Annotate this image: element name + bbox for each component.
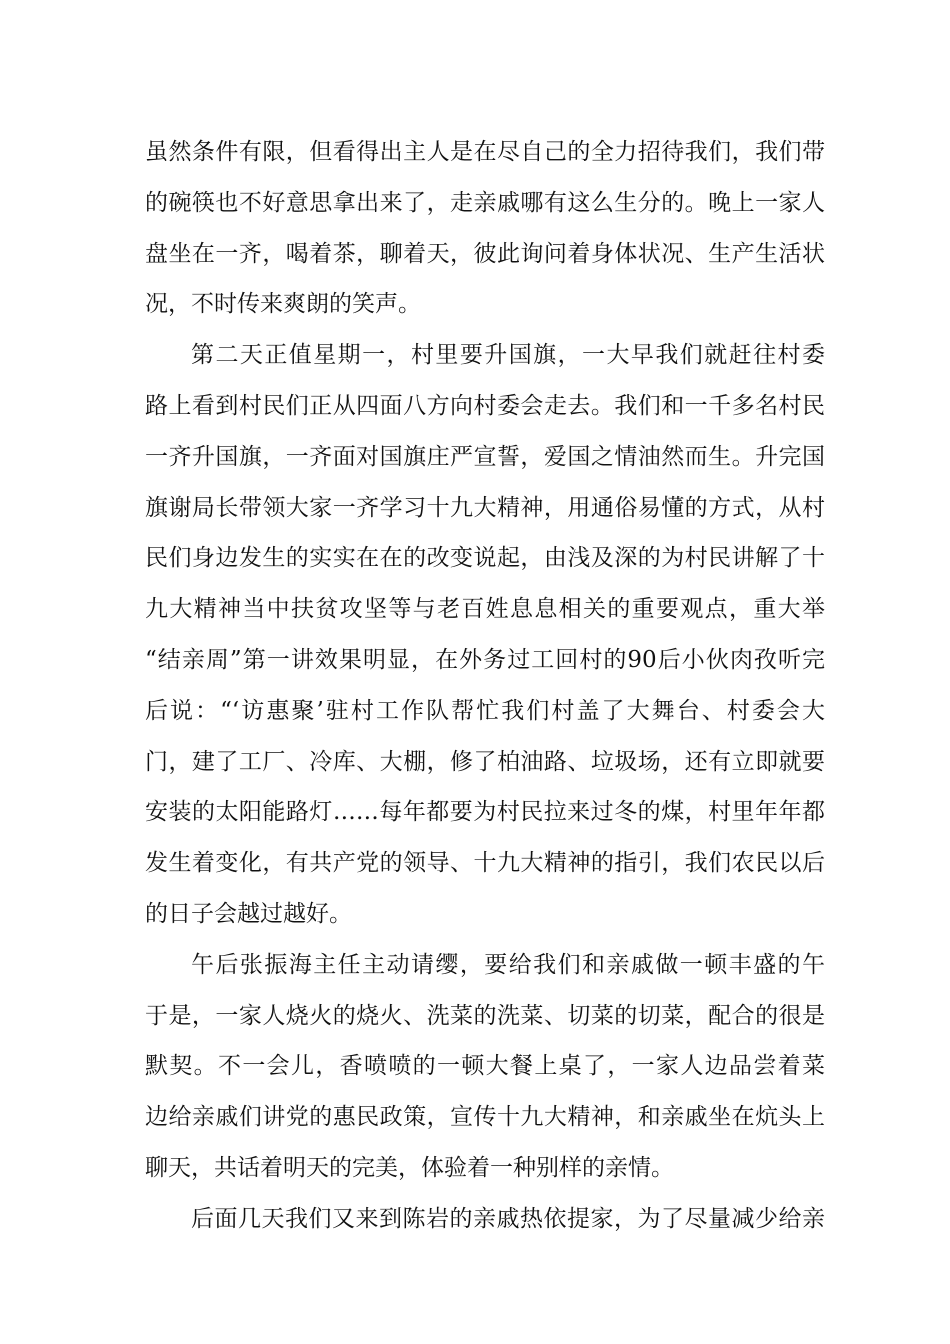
text-line: 默契。不一会儿，香喷喷的一顿大餐上桌了，一家人边品尝着菜: [145, 1053, 825, 1080]
text-line: 民们身边发生的实实在在的改变说起，由浅及深的为村民讲解了十: [145, 545, 825, 572]
text-line: 的碗筷也不好意思拿出来了，走亲戚哪有这么生分的。晚上一家人: [145, 189, 825, 216]
text-line: 聊天，共话着明天的完美，体验着一种别样的亲情。: [145, 1154, 674, 1181]
text-line: 虽然条件有限，但看得出主人是在尽自己的全力招待我们，我们带: [145, 139, 825, 165]
text-line: 安装的太阳能路灯……每年都要为村民拉来过冬的煤，村里年年都: [145, 799, 825, 826]
text-line: 于是，一家人烧火的烧火、洗菜的洗菜、切菜的切菜，配合的很是: [145, 1002, 825, 1029]
text-line: 后面几天我们又来到陈岩的亲戚热依提家，为了尽量减少给亲: [191, 1205, 825, 1232]
text-line: 九大精神当中扶贫攻坚等与老百姓息息相关的重要观点，重大举: [145, 596, 825, 623]
body-text: [145, 127, 825, 1245]
text-line: “结亲周”第一讲效果明显，在外务过工回村的90后小伙肉孜听完: [145, 646, 825, 673]
text-line: 况，不时传来爽朗的笑声。: [145, 291, 421, 318]
text-line: 的日子会越过越好。: [145, 900, 352, 927]
text-line: 第二天正值星期一，村里要升国旗，一大早我们就赶往村委: [191, 342, 825, 369]
text-line: 一齐升国旗，一齐面对国旗庄严宣誓，爱国之情油然而生。升完国: [145, 443, 825, 470]
text-line: 盘坐在一齐，喝着茶，聊着天，彼此询问着身体状况、生产生活状: [145, 240, 825, 267]
text-line: 午后张振海主任主动请缨，要给我们和亲戚做一顿丰盛的午: [191, 951, 825, 978]
text-line: 门，建了工厂、冷库、大棚，修了柏油路、垃圾场，还有立即就要: [145, 748, 825, 775]
text-line: 发生着变化，有共产党的领导、十九大精神的指引，我们农民以后: [145, 850, 825, 877]
text-line: 边给亲戚们讲党的惠民政策，宣传十九大精神，和亲戚坐在炕头上: [145, 1104, 825, 1131]
text-line: 路上看到村民们正从四面八方向村委会走去。我们和一千多名村民: [145, 392, 825, 419]
text-line: 后说：“‘访惠聚’驻村工作队帮忙我们村盖了大舞台、村委会大: [145, 697, 825, 724]
text-line: 旗谢局长带领大家一齐学习十九大精神，用通俗易懂的方式，从村: [145, 494, 825, 521]
